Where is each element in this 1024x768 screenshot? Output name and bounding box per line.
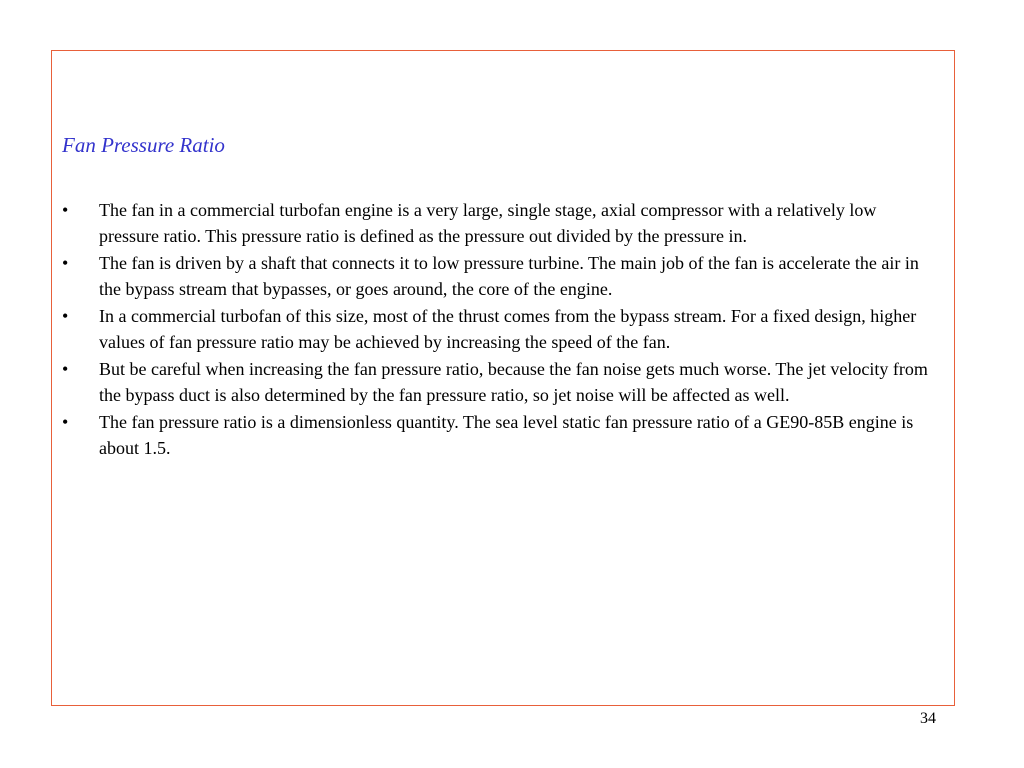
bullet-marker: • xyxy=(62,306,69,326)
bullet-item xyxy=(62,198,932,249)
bullet-text: The fan pressure ratio is a dimensionless quantity. The sea level static fan pressure ratio of a GE90-85B engine is about 1.5. xyxy=(99,412,914,458)
page-number: 34 xyxy=(920,710,936,727)
bullet-item xyxy=(62,357,932,408)
bullet-text: The fan is driven by a shaft that connects it to low pressure turbine. The main job of the fan is accelerate the air in the bypass stream that bypasses, or goes around, the core of the engine. xyxy=(99,253,919,299)
bullet-item xyxy=(62,410,932,461)
bullet-item xyxy=(62,304,932,355)
bullet-marker: • xyxy=(62,253,69,273)
bullet-text: In a commercial turbofan of this size, most of the thrust comes from the bypass stream. For a fixed design, higher values of fan pressure ratio may be achieved by increasing the speed of the fan. xyxy=(99,306,917,352)
bullet-text: The fan in a commercial turbofan engine is a very large, single stage, axial compressor with a relatively low pressure ratio. This pressure ratio is defined as the pressure out divided by the pressure in. xyxy=(99,200,877,246)
bullet-marker: • xyxy=(62,200,69,220)
bullet-marker: • xyxy=(62,412,69,432)
slide-title: Fan Pressure Ratio xyxy=(62,133,225,157)
bullet-item xyxy=(62,251,932,302)
bullet-text: But be careful when increasing the fan pressure ratio, because the fan noise gets much worse. The jet velocity from the bypass duct is also determined by the fan pressure ratio, so jet noise will be affected as well. xyxy=(99,359,928,405)
bullet-marker: • xyxy=(62,359,69,379)
bullet-list xyxy=(62,198,932,463)
